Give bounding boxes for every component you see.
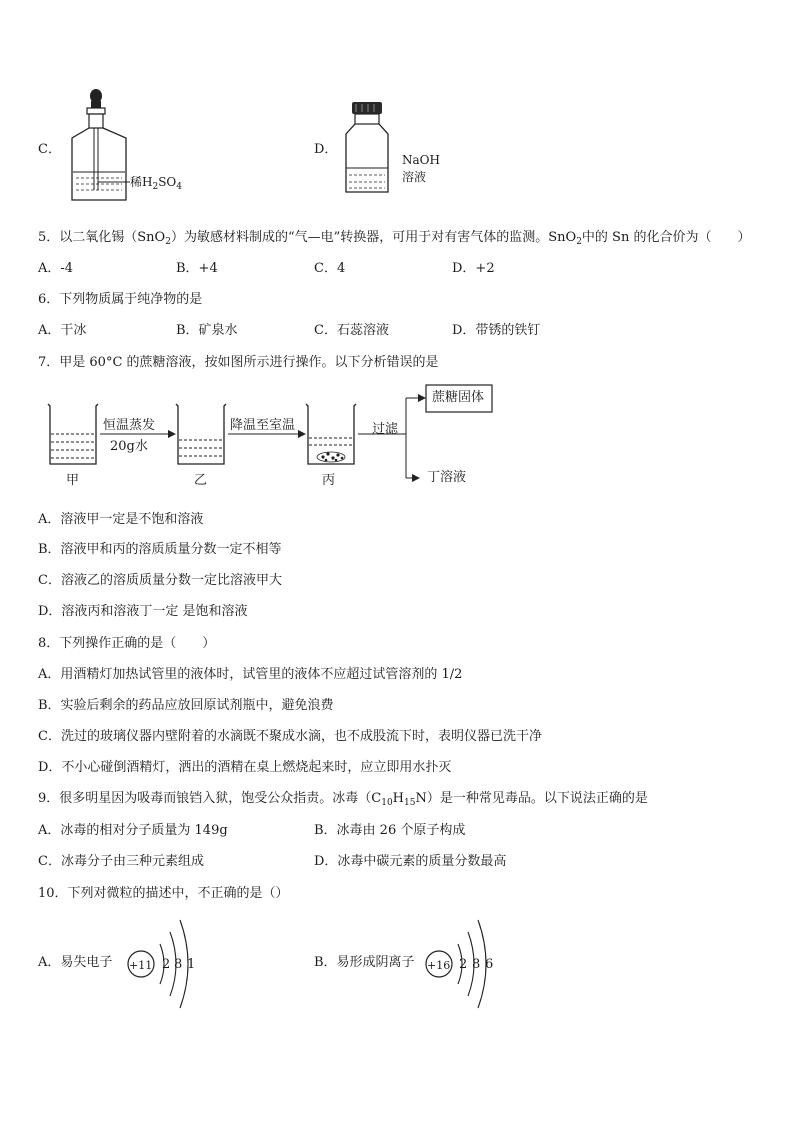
- q7-beaker-label-jia: 甲: [66, 473, 80, 488]
- dropper-bottle-illustration: [64, 86, 134, 202]
- q10-option-b-label: B．易形成阴离子: [314, 955, 415, 970]
- q10-option-a-label: A．易失电子: [38, 955, 113, 970]
- q10-b-shell-1: 2: [459, 957, 468, 972]
- q5-option-a: A．-4: [38, 261, 74, 276]
- q7-option-d: D．溶液丙和溶液丁一定 是饱和溶液: [38, 604, 248, 619]
- q6-option-a: A．干冰: [38, 323, 87, 338]
- q4-c-label: 稀$H_2SO_4$: [130, 175, 182, 192]
- q10-b-shell-3: 6: [485, 957, 494, 972]
- q8-option-d: D．不小心碰倒酒精灯，洒出的酒精在桌上燃烧起来时，应立即用水扑灭: [38, 760, 452, 775]
- q7-arrow2-top: 降温至室温: [230, 418, 296, 433]
- q6-option-c: C．石蕊溶液: [314, 323, 389, 338]
- q6-option-d: D．带锈的铁钉: [452, 323, 541, 338]
- q9-option-b: B．冰毒由 26 个原子构成: [314, 823, 466, 838]
- q5-option-d: D．+2: [452, 261, 495, 276]
- q7-box-label: 蔗糖固体: [432, 390, 485, 405]
- beaker-yi: [176, 404, 226, 464]
- q10-b-shell-2: 8: [472, 957, 481, 972]
- reagent-bottle-illustration: [340, 98, 402, 196]
- q5-option-c: C．4: [314, 261, 346, 276]
- q4-option-c-letter: C．: [38, 142, 61, 157]
- q10-a-shell-2: 8: [174, 957, 183, 972]
- q8-stem: 8．下列操作正确的是（ ）: [38, 636, 216, 651]
- q8-option-c: C．洗过的玻璃仪器内壁附着的水滴既不聚成水滴，也不成股流下时，表明仪器已洗干净: [38, 729, 542, 744]
- q8-option-b: B．实验后剩余的药品应放回原试剂瓶中，避免浪费: [38, 698, 334, 713]
- q6-stem: 6．下列物质属于纯净物的是: [38, 292, 203, 307]
- q7-stem: 7．甲是 60°C 的蔗糖溶液，按如图所示进行操作。以下分析错误的是: [38, 355, 439, 370]
- q7-arrow1-bottom: 20g水: [110, 439, 148, 454]
- beaker-bing: [306, 404, 356, 464]
- q7-option-a: A．溶液甲一定是不饱和溶液: [38, 512, 204, 527]
- q7-beaker-label-bing: 丙: [322, 473, 336, 488]
- q5-option-b: B．+4: [176, 261, 218, 276]
- q5-stem: 5．以二氧化锡（SnO$_2$）为敏感材料制成的“气—电”转换器，可用于对有害气体的监测。SnO$_2$中的 Sn 的化合价为（ ）: [38, 230, 751, 247]
- q10-stem: 10．下列对微粒的描述中，不正确的是（）: [38, 886, 289, 901]
- q7-arrow3-top: 过滤: [372, 422, 399, 437]
- q10-a-shell-1: 2: [162, 957, 171, 972]
- q9-option-d: D．冰毒中碳元素的质量分数最高: [314, 854, 507, 869]
- q10-a-nucleus: +11: [129, 959, 153, 972]
- q7-arrow1-top: 恒温蒸发: [103, 418, 156, 433]
- q8-option-a: A．用酒精灯加热试管里的液体时，试管里的液体不应超过试管溶剂的 1/2: [38, 667, 463, 682]
- q7-output-label: 丁溶液: [427, 470, 467, 485]
- q6-option-b: B．矿泉水: [176, 323, 238, 338]
- q7-option-c: C．溶液乙的溶质质量分数一定比溶液甲大: [38, 573, 282, 588]
- q7-option-b: B．溶液甲和丙的溶质质量分数一定不相等: [38, 542, 282, 557]
- q4-option-d-letter: D．: [314, 142, 338, 157]
- q9-option-a: A．冰毒的相对分子质量为 149g: [38, 823, 228, 838]
- q10-b-nucleus: +16: [427, 959, 451, 972]
- beaker-jia: [48, 404, 98, 464]
- q9-option-c: C．冰毒分子由三种元素组成: [38, 854, 204, 869]
- q4-d-label-line1: NaOH: [402, 153, 440, 167]
- q9-stem: 9．很多明星因为吸毒而锒铛入狱，饱受公众指责。冰毒$(C_{10}H_{15}N)$是一种常见毒品。以下说法正确的是: [38, 791, 648, 808]
- q10-a-shell-3: 1: [187, 957, 196, 972]
- q7-beaker-label-yi: 乙: [194, 473, 208, 488]
- q4-d-label-line2: 溶液: [402, 170, 427, 184]
